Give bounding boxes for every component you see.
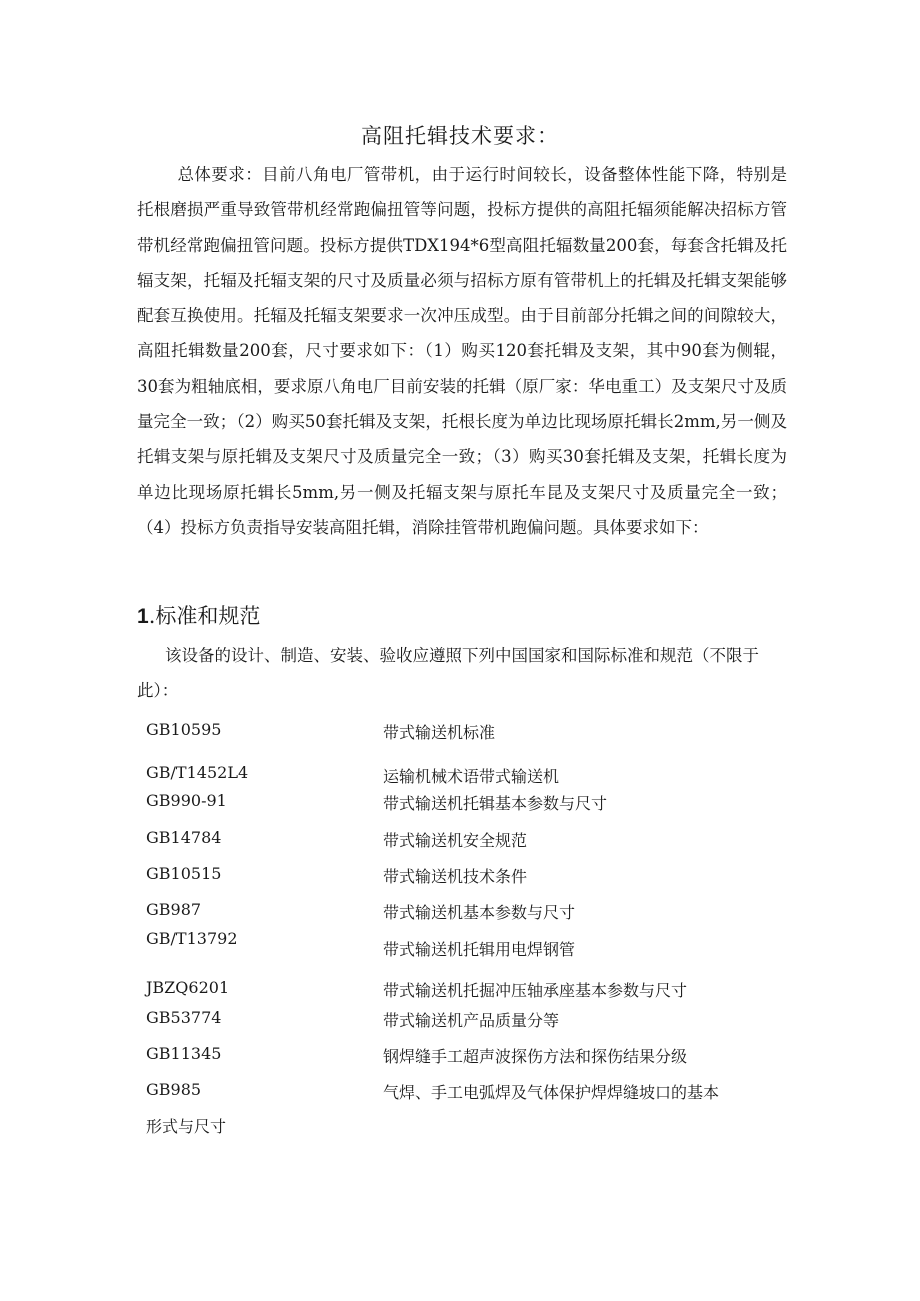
standard-name: 带式输送机托辑基本参数与尺寸 [383,794,608,813]
standard-row [0,1080,920,1104]
standard-code: JBZQ6201 [146,978,230,997]
standard-code: GB985 [146,1080,202,1099]
standard-code: GB10595 [146,720,222,739]
standard-code: GB11345 [146,1044,222,1063]
standard-code: GB/T13792 [146,929,238,948]
standard-code: GB990-91 [146,791,227,810]
standard-row [0,978,920,1002]
page-title: 高阻托辑技术要求： [361,124,559,148]
section-number: 1 [137,605,149,628]
standard-name-continuation: 形式与尺寸 [146,1117,227,1136]
standard-name: 带式输送机托辑用电焊钢管 [383,940,576,959]
standard-name: 钢焊缝手工超声波探伤方法和探伤结果分级 [383,1047,688,1066]
standard-code: GB987 [146,900,202,919]
standard-row [0,791,920,815]
standard-name: 带式输送机标准 [383,723,496,742]
standard-row [0,1044,920,1068]
standard-name: 气焊、手工电弧焊及气体保护焊焊缝坡口的基本 [383,1083,720,1102]
standard-name: 带式输送机托掘冲压轴承座基本参数与尺寸 [383,981,688,1000]
standard-name: 带式输送机产品质量分等 [383,1011,560,1030]
standard-row [0,1008,920,1032]
standard-code: GB53774 [146,1008,222,1027]
standard-code: GB14784 [146,828,222,847]
standard-name: 带式输送机基本参数与尺寸 [383,903,576,922]
standard-name: 带式输送机安全规范 [383,831,528,850]
standard-name: 运输机械术语带式输送机 [383,767,560,786]
section-title: .标准和规范 [148,604,261,628]
standard-code: GB10515 [146,864,222,883]
section-heading [137,600,260,630]
standard-row [0,828,920,852]
section-intro-text: 该设备的设计、制造、安装、验收应遵照下列中国国家和国际标准和规范（不限于此）： [137,646,759,700]
section-intro-paragraph [137,638,787,708]
standard-row [0,763,920,787]
standard-row [0,720,920,744]
standard-row [0,864,920,888]
general-requirements-paragraph [137,157,787,545]
standard-name: 带式输送机技术条件 [383,867,528,886]
standard-row [0,900,920,924]
standard-row [0,929,920,959]
standard-code: GB/T1452L4 [146,763,249,782]
general-requirements-text: 总体要求：目前八角电厂管带机，由于运行时间较长，设备整体性能下降，特别是托根磨损严重导致管带机经常跑偏扭管等问题，投标方提供的高阻托辐须能解决招标方管带机经常跑偏扭管问题。投标方提供TDX194*6型高阻托辐数量200套，每套含托辑及托辐支架，托辐及托辐支架的尺寸及质量必须与招标方原有管带机上的托辑及托辑支架能够配套互换使用。托辐及托辐支架要求一次冲压成型。由于目前部分托辑之间的间隙较大，高阻托辑数量200套，尺寸要求如下：（1）购买120套托辑及支架，其中90套为侧辊，30套为粗轴底相，要求原八角电厂目前安装的托辑（原厂家：华电重工）及支架尺寸及质量完全一致；（2）购买50套托辑及支架，托根长度为单边比现场原托辑长2mm,另一侧及托辑支架与原托辑及支架尺寸及质量完全一致；（3）购买30套托辑及支架，托辑长度为单边比现场原托辑长5mm,另一侧及托辐支架与原托车昆及支架尺寸及质量完全一致；（4）投标方负责指导安装高阻托辑，消除挂管带机跑偏问题。具体要求如下： [137,165,787,537]
